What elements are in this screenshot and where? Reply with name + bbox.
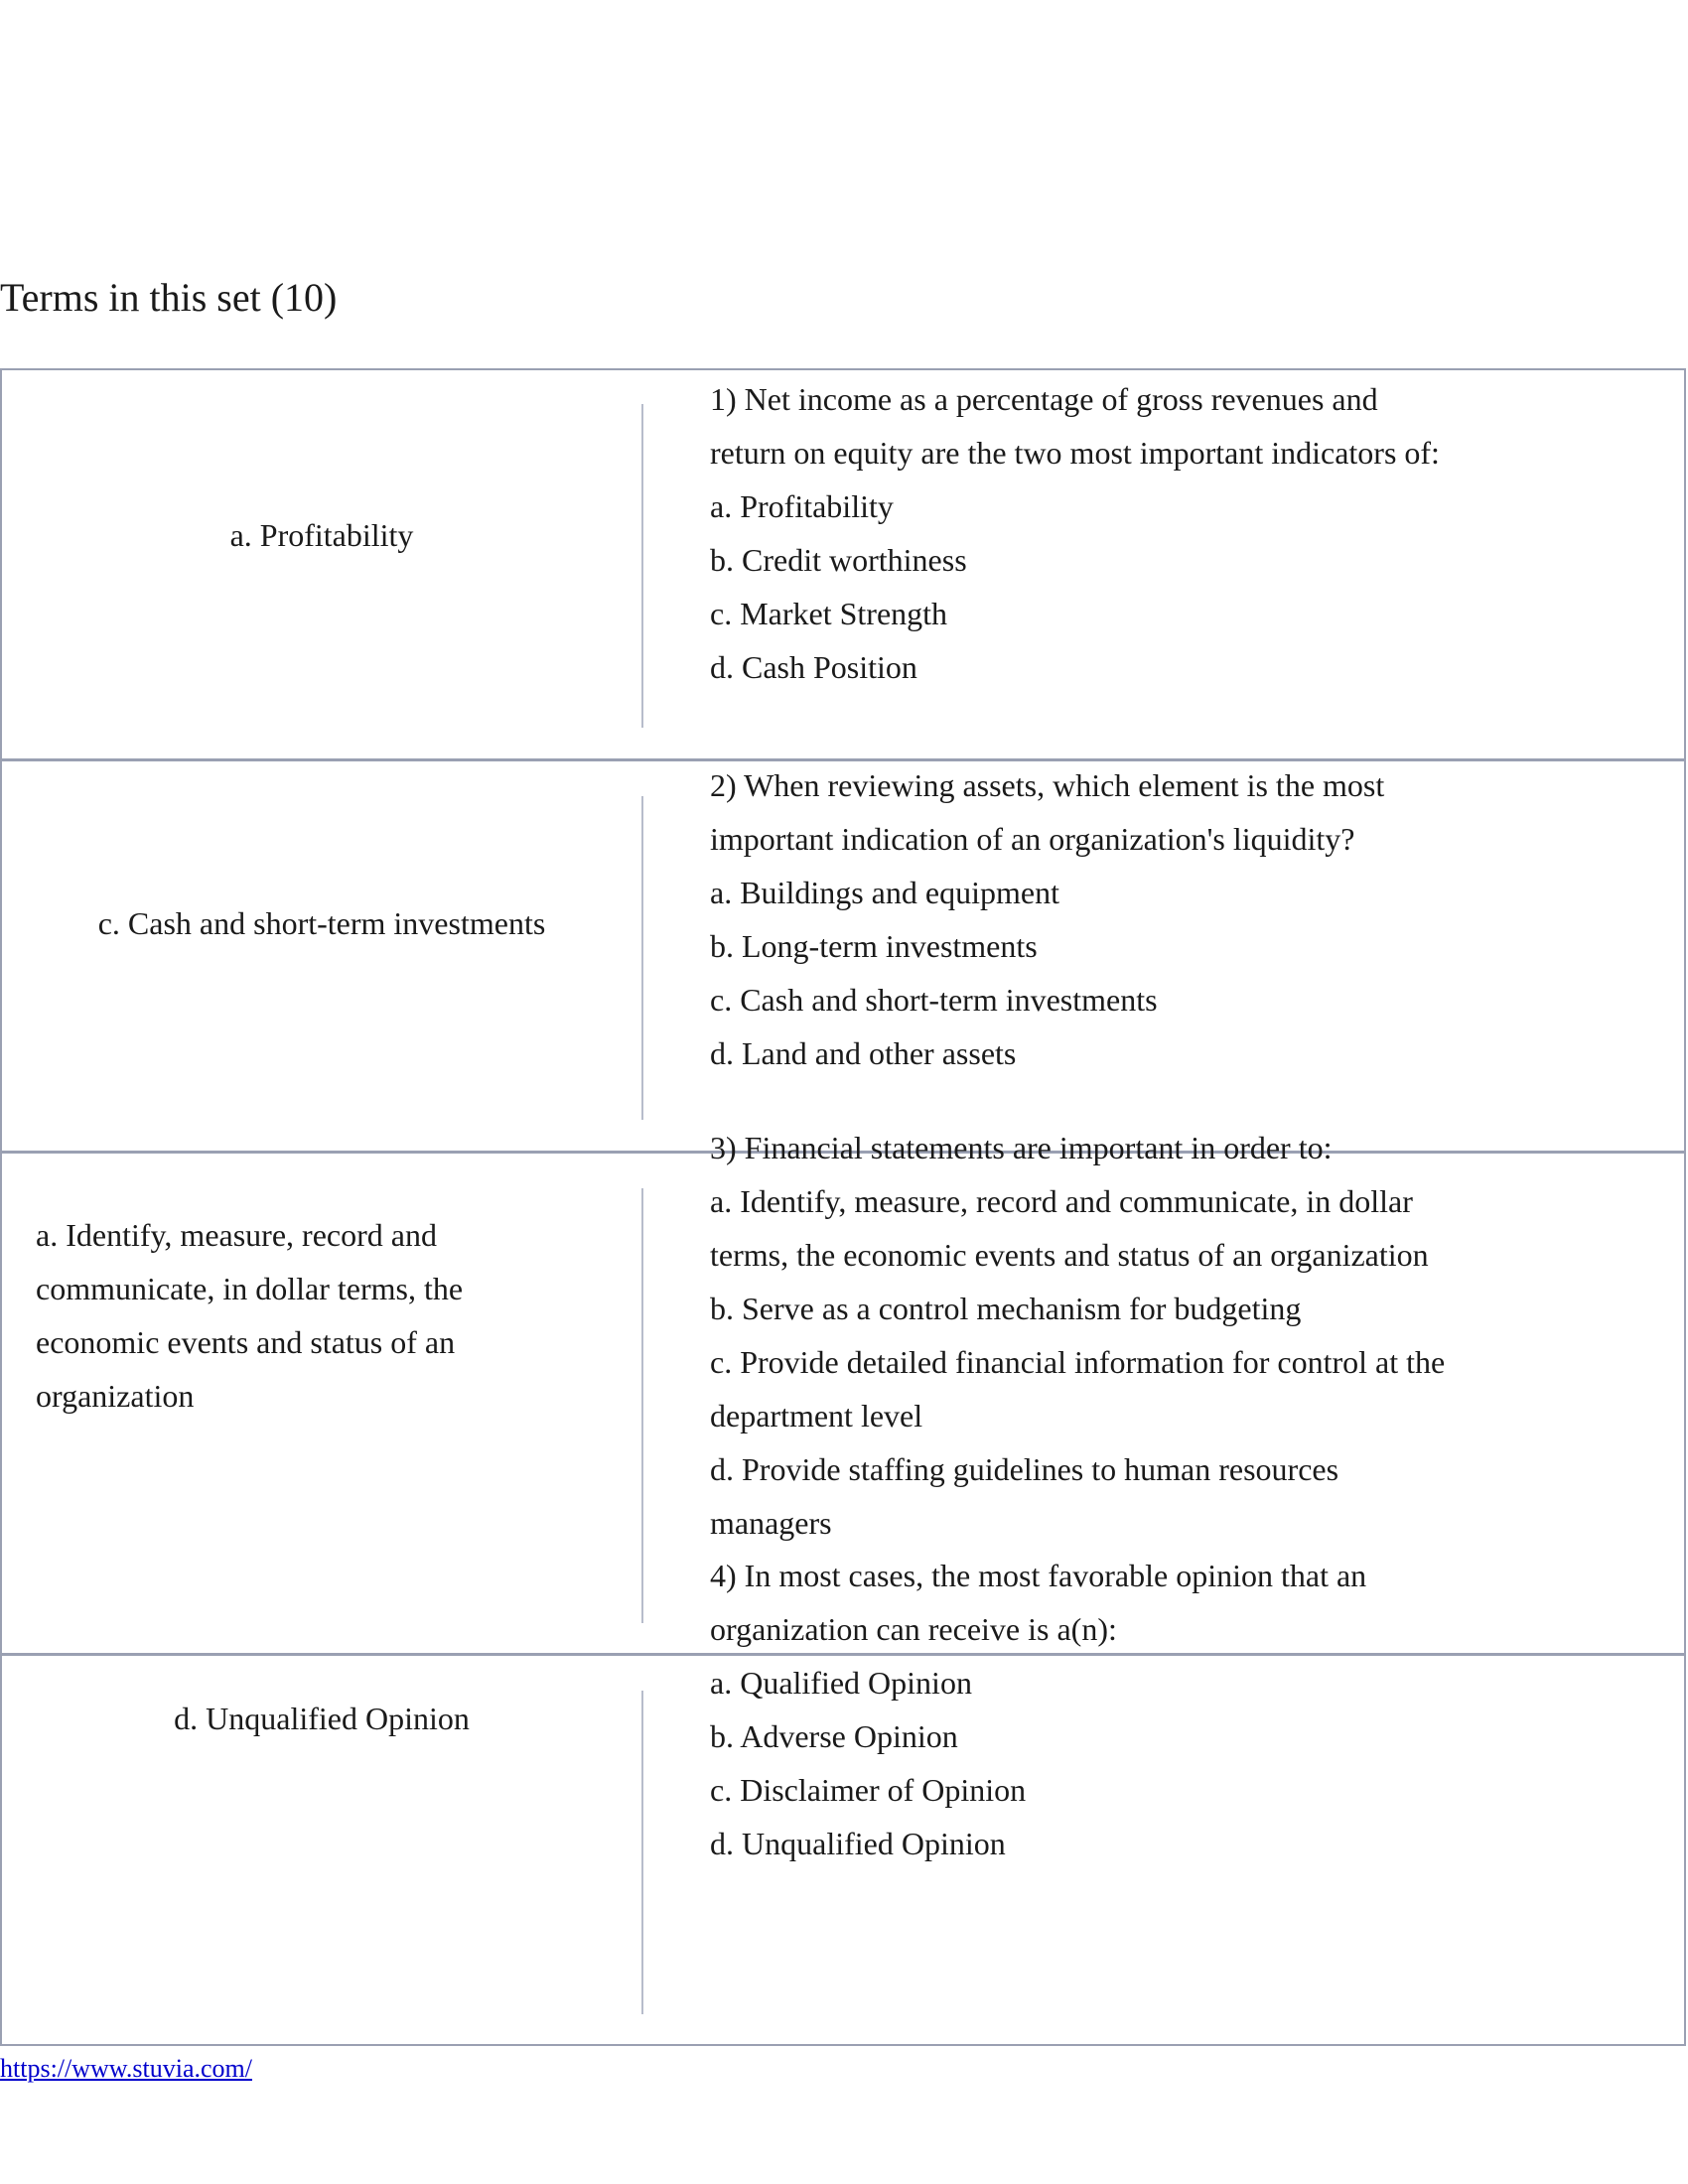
flashcard[interactable] (0, 368, 1686, 761)
question-line: 1) Net income as a percentage of gross revenues and (710, 381, 1378, 417)
source-link[interactable]: https://www.stuvia.com/ (0, 2054, 252, 2083)
question-line: 3) Financial statements are important in order to: (710, 1130, 1333, 1165)
card-divider (641, 796, 643, 1120)
flashcard[interactable] (0, 758, 1686, 1154)
card-divider (641, 1188, 643, 1623)
answer-option: a. Profitability (710, 488, 894, 524)
answer-option: c. Provide detailed financial information for control at the (710, 1344, 1446, 1380)
question-line: organization can receive is a(n): (710, 1611, 1117, 1647)
answer-option: d. Cash Position (710, 649, 917, 685)
answer-option: d. Unqualified Opinion (710, 1826, 1006, 1861)
card-term: a. Identify, measure, record and communicate, in dollar terms, the economic events and status of an organization (36, 1217, 464, 1414)
card-definition (710, 1121, 1604, 1550)
card-definition (710, 372, 1604, 694)
answer-option: managers (710, 1505, 832, 1541)
card-term: a. Profitability (229, 517, 414, 553)
question-line: 2) When reviewing assets, which element is the most (710, 767, 1385, 803)
answer-option: a. Identify, measure, record and communicate, in dollar (710, 1183, 1413, 1219)
question-line: return on equity are the two most important indicators of: (710, 435, 1440, 471)
answer-option: c. Disclaimer of Opinion (710, 1772, 1027, 1808)
answer-option: d. Provide staffing guidelines to human resources (710, 1451, 1339, 1487)
answer-option: d. Land and other assets (710, 1035, 1017, 1071)
set-title: Terms in this set (10) (0, 275, 338, 320)
answer-option: b. Serve as a control mechanism for budgeting (710, 1291, 1302, 1326)
answer-option: c. Market Strength (710, 596, 948, 631)
answer-option: terms, the economic events and status of an organization (710, 1237, 1429, 1273)
card-definition (710, 758, 1604, 1080)
card-divider (641, 1691, 643, 2014)
answer-option: c. Cash and short-term investments (710, 982, 1158, 1018)
question-line: important indication of an organization's liquidity? (710, 821, 1355, 857)
card-definition (710, 1549, 1604, 1870)
answer-option: b. Credit worthiness (710, 542, 967, 578)
card-term: d. Unqualified Opinion (174, 1701, 470, 1736)
answer-option: a. Qualified Opinion (710, 1665, 972, 1701)
flashcard[interactable] (0, 1558, 1686, 2046)
card-term: c. Cash and short-term investments (97, 905, 546, 941)
answer-option: department level (710, 1398, 923, 1433)
question-line: 4) In most cases, the most favorable opinion that an (710, 1558, 1367, 1593)
answer-option: b. Adverse Opinion (710, 1718, 958, 1754)
answer-option: a. Buildings and equipment (710, 875, 1059, 910)
card-divider (641, 404, 643, 728)
answer-option: b. Long-term investments (710, 928, 1038, 964)
